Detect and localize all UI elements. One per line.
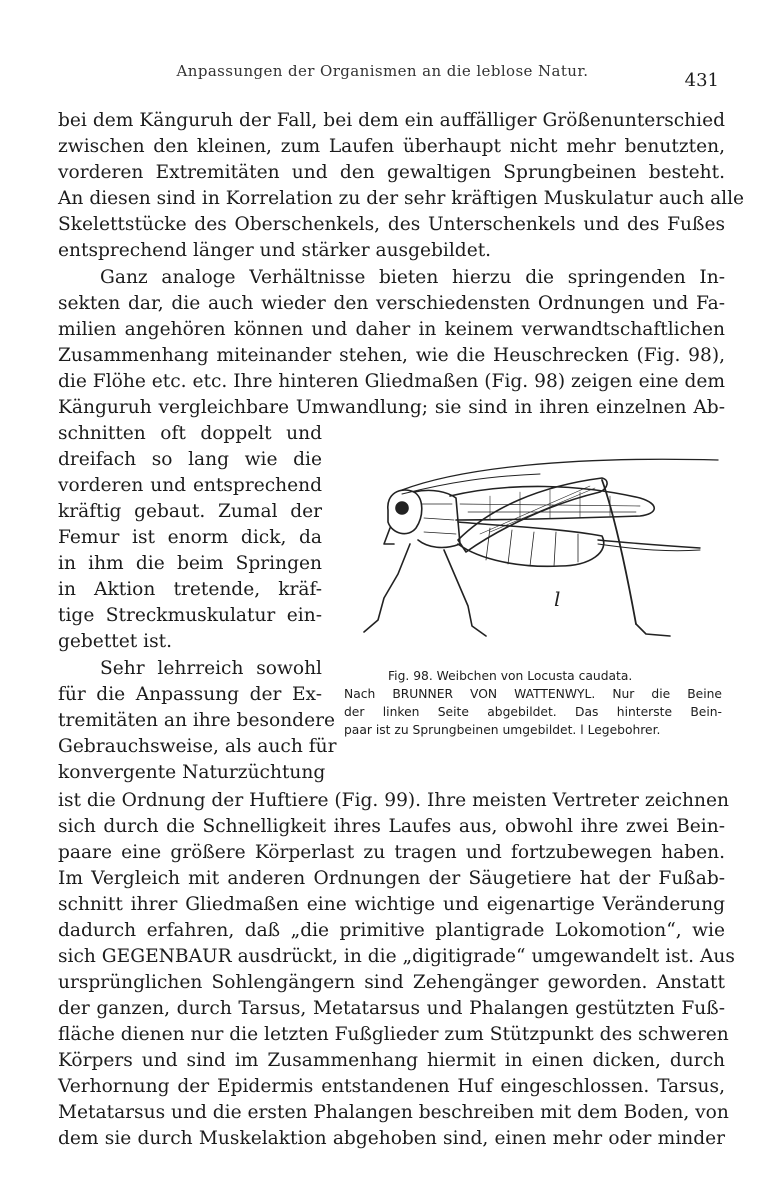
- text-line: bei dem Känguruh der Fall, bei dem ein auffälliger Größenunterschied: [58, 110, 725, 131]
- text-line: paare eine größere Körperlast zu tragen und fortzubewegen haben.: [58, 842, 725, 863]
- running-header: Anpassungen der Organismen an die leblose Natur.: [176, 62, 589, 80]
- text-line: Sehr lehrreich sowohl: [100, 658, 322, 679]
- text-line: für die Anpassung der Ex-: [58, 684, 322, 705]
- text-line: Verhornung der Epidermis entstandenen Huf eingeschlossen. Tarsus,: [58, 1076, 725, 1097]
- text-line: ursprünglichen Sohlengängern sind Zehengänger geworden. Anstatt: [58, 972, 725, 993]
- text-line: tremitäten an ihre besondere: [58, 710, 335, 731]
- text-line: An diesen sind in Korrelation zu der sehr kräftigen Muskulatur auch alle: [58, 188, 745, 209]
- figure-caption-line: Fig. 98. Weibchen von Locusta caudata.: [388, 669, 633, 683]
- text-line: Gebrauchsweise, als auch für: [58, 736, 337, 757]
- locusta-illustration: [340, 448, 720, 658]
- text-line: in ihm die beim Springen: [58, 553, 322, 574]
- text-line: der ganzen, durch Tarsus, Metatarsus und Phalangen gestützten Fuß-: [58, 998, 725, 1019]
- text-line: dreifach so lang wie die: [58, 449, 322, 470]
- text-line: Körpers und sind im Zusammenhang hiermit in einen dicken, durch: [58, 1050, 725, 1071]
- ovipositor-label: l: [554, 587, 561, 611]
- text-line: die Flöhe etc. etc. Ihre hinteren Gliedmaßen (Fig. 98) zeigen eine dem: [58, 371, 725, 392]
- text-line: dem sie durch Muskelaktion abgehoben sind, einen mehr oder minder: [58, 1128, 725, 1149]
- figure-caption-line: paar ist zu Sprungbeinen umgebildet. l Legebohrer.: [344, 723, 661, 737]
- text-line: Zusammenhang miteinander stehen, wie die Heuschrecken (Fig. 98),: [58, 345, 725, 366]
- page-number: 431: [684, 70, 719, 91]
- text-line: sekten dar, die auch wieder den verschiedensten Ordnungen und Fa-: [58, 293, 725, 314]
- text-line: konvergente Naturzüchtung: [58, 762, 326, 783]
- text-line: schnitt ihrer Gliedmaßen eine wichtige und eigenartige Veränderung: [58, 894, 725, 915]
- text-line: tige Streckmuskulatur ein-: [58, 605, 322, 626]
- text-line: milien angehören können und daher in keinem verwandtschaftlichen: [58, 319, 725, 340]
- text-line: kräftig gebaut. Zumal der: [58, 501, 322, 522]
- text-line: Skelettstücke des Oberschenkels, des Unterschenkels und des Fußes: [58, 214, 725, 235]
- text-line: schnitten oft doppelt und: [58, 423, 322, 444]
- text-line: Metatarsus und die ersten Phalangen beschreiben mit dem Boden, von: [58, 1102, 729, 1123]
- text-line: gebettet ist.: [58, 631, 173, 652]
- text-line: Ganz analoge Verhältnisse bieten hierzu die springenden In-: [100, 267, 725, 288]
- text-line: vorderen und entsprechend: [58, 475, 322, 496]
- text-line: sich durch die Schnelligkeit ihres Laufes aus, obwohl ihre zwei Bein-: [58, 816, 725, 837]
- text-line: Femur ist enorm dick, da: [58, 527, 322, 548]
- text-line: Im Vergleich mit anderen Ordnungen der Säugetiere hat der Fußab-: [58, 868, 725, 889]
- text-line: Känguruh vergleichbare Umwandlung; sie sind in ihren einzelnen Ab-: [58, 397, 725, 418]
- text-line: dadurch erfahren, daß „die primitive plantigrade Lokomotion“, wie: [58, 920, 725, 941]
- text-line: vorderen Extremitäten und den gewaltigen Sprungbeinen besteht.: [58, 162, 725, 183]
- text-line: in Aktion tretende, kräf-: [58, 579, 322, 600]
- text-line: sich GEGENBAUR ausdrückt, in die „digitigrade“ umgewandelt ist. Aus: [58, 946, 735, 967]
- figure-caption-line: der linken Seite abgebildet. Das hinterste Bein-: [344, 705, 722, 719]
- figure-caption-line: Nach BRUNNER VON WATTENWYL. Nur die Beine: [344, 687, 722, 701]
- text-line: fläche dienen nur die letzten Fußglieder zum Stützpunkt des schweren: [58, 1024, 729, 1045]
- text-line: zwischen den kleinen, zum Laufen überhaupt nicht mehr benutzten,: [58, 136, 725, 157]
- text-line: entsprechend länger und stärker ausgebildet.: [58, 240, 492, 261]
- text-line: ist die Ordnung der Huftiere (Fig. 99). Ihre meisten Vertreter zeichnen: [58, 790, 729, 811]
